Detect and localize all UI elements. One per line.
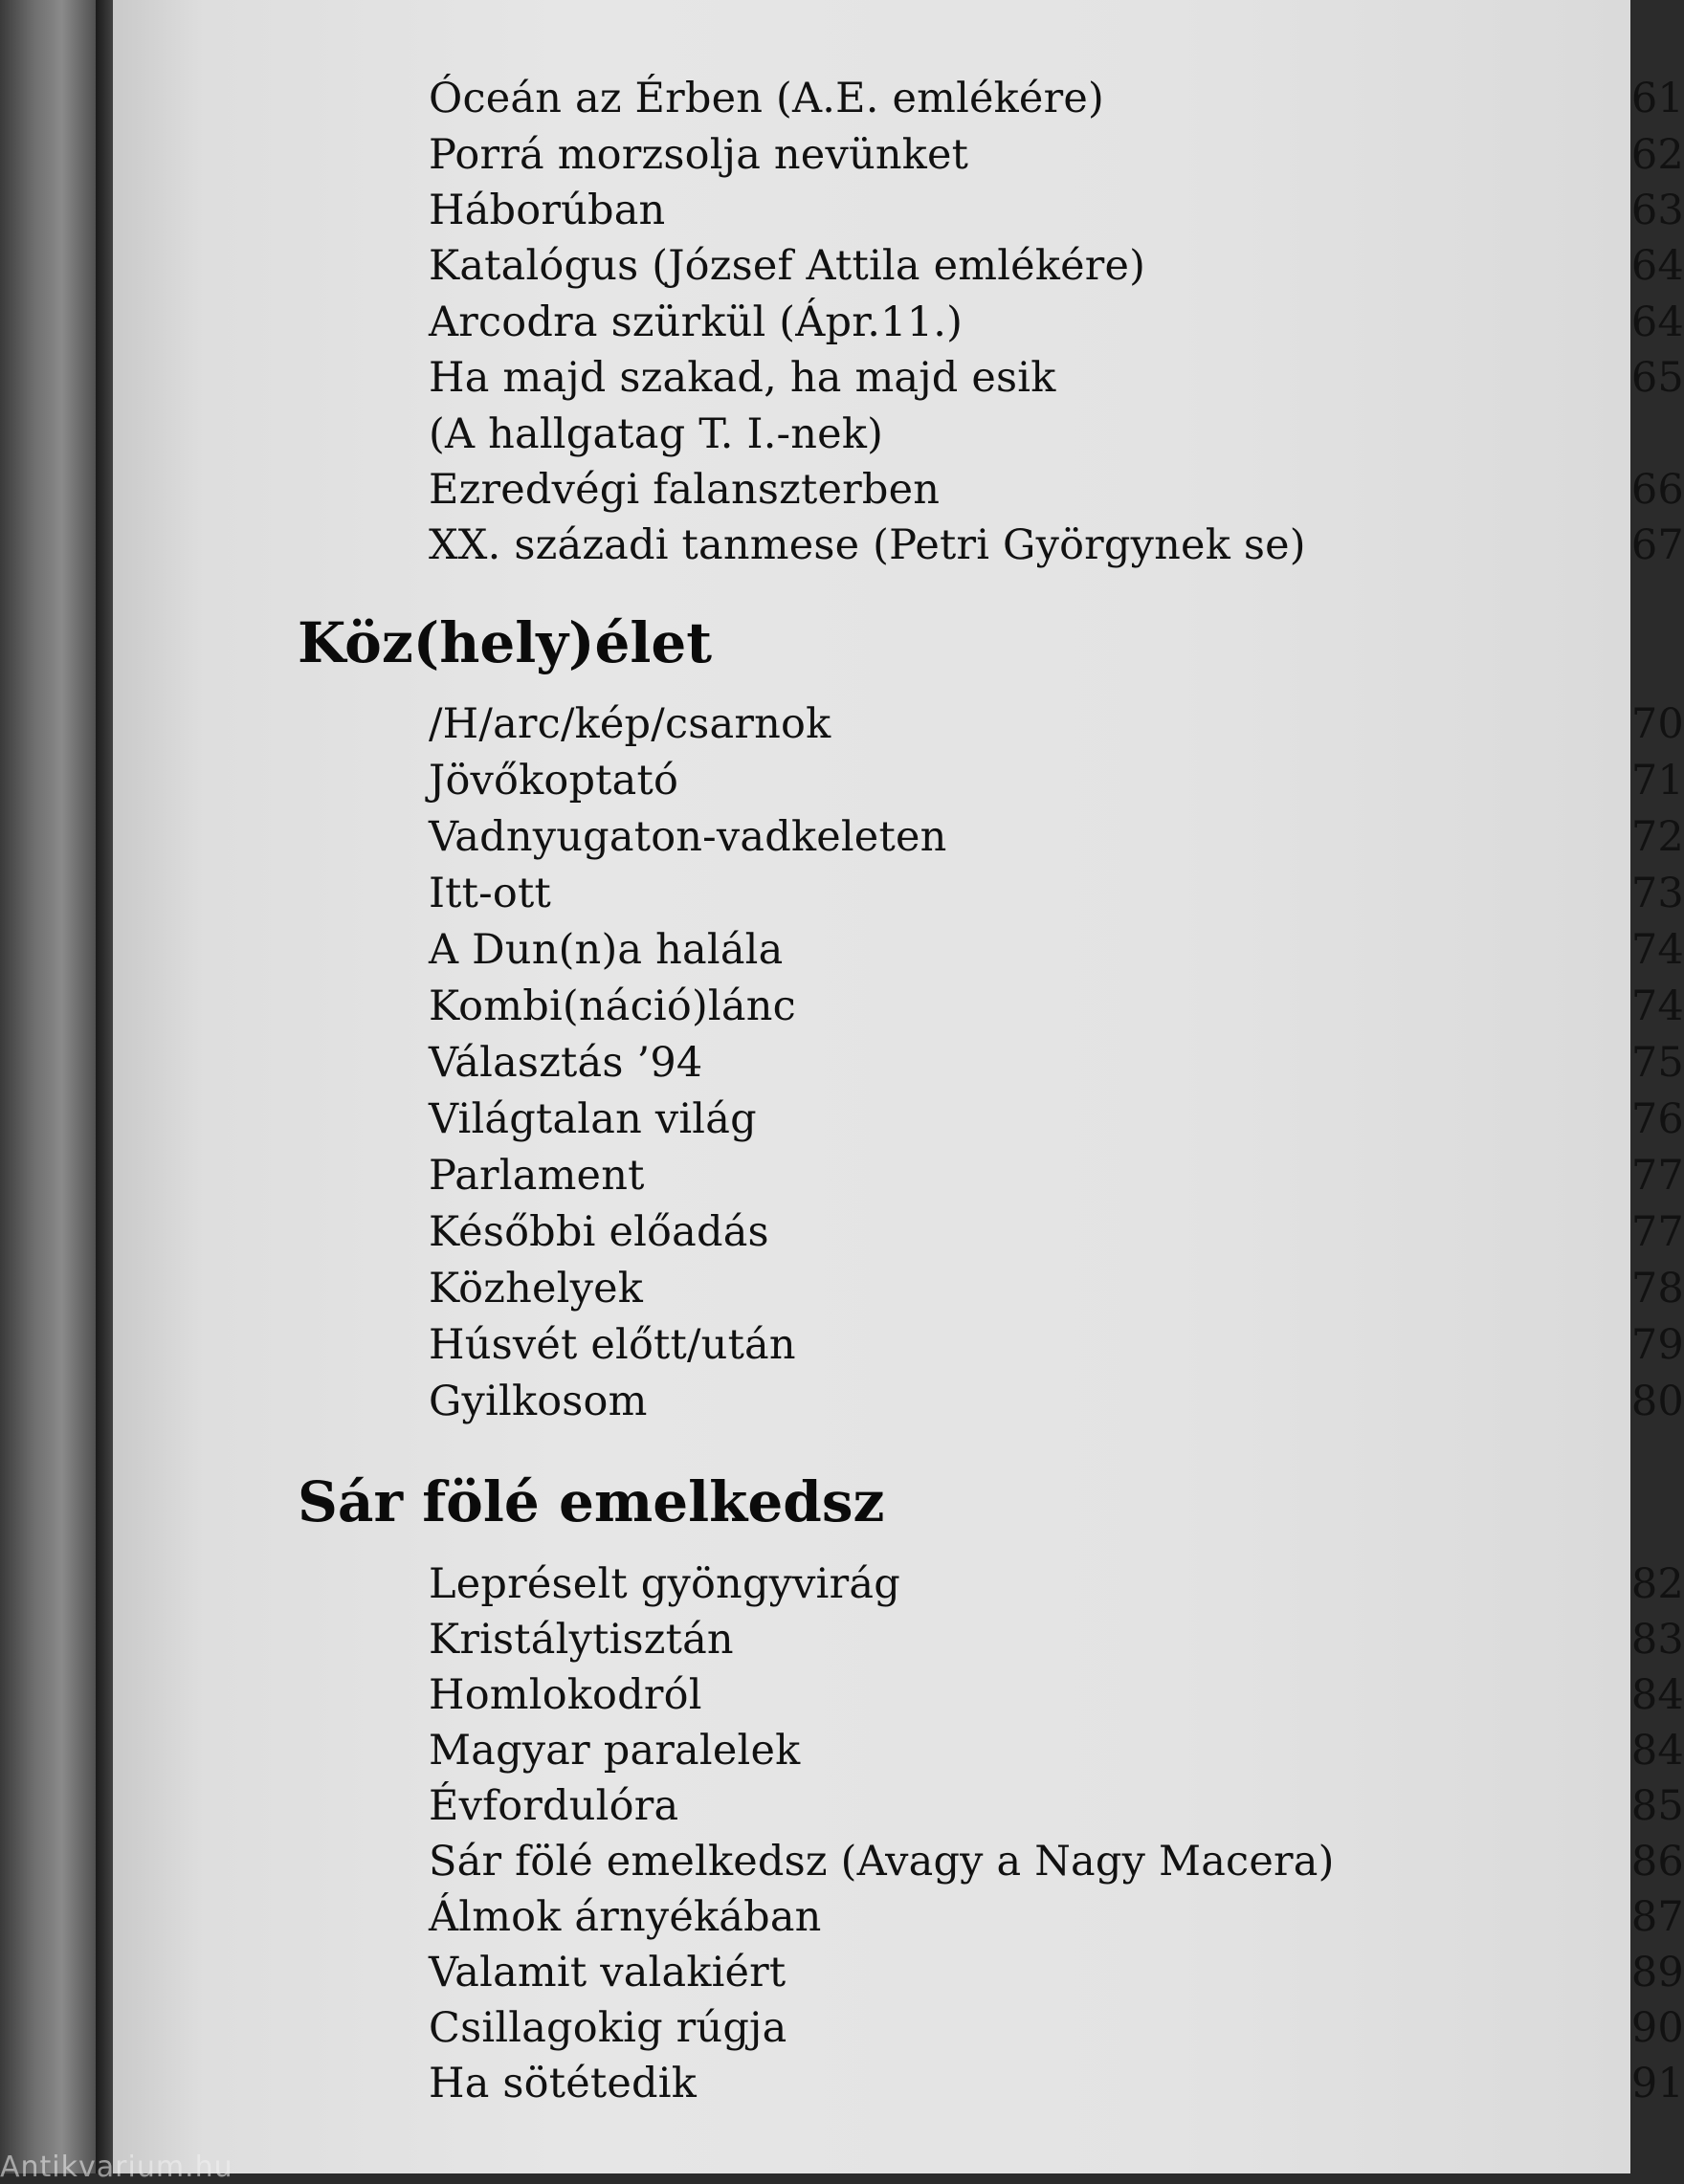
- site-watermark: Antikvarium.hu: [0, 2151, 233, 2184]
- toc-entry-page: 72: [1630, 813, 1684, 861]
- toc-entry-page: 80: [1630, 1378, 1684, 1425]
- toc-entry: [429, 1778, 1684, 1834]
- toc-entry: [429, 462, 1684, 518]
- toc-entry-page: 71: [1630, 757, 1684, 805]
- toc-entry-title: (A hallgatag T. I.-nek): [429, 410, 884, 458]
- toc-entry-title: Óceán az Érben (A.E. emlékére): [429, 75, 1104, 122]
- toc-entry: [429, 1834, 1684, 1889]
- toc-entry-title: Valamit valakiért: [429, 1949, 787, 1996]
- toc-entry-title: Világtalan világ: [429, 1095, 757, 1143]
- toc-entry-page: 75: [1630, 1039, 1684, 1087]
- toc-entry: [429, 1261, 1684, 1316]
- toc-entry-title: Későbbi előadás: [429, 1208, 769, 1256]
- toc-entry-page: 87: [1630, 1893, 1684, 1941]
- toc-entry-title: Porrá morzsolja nevünket: [429, 131, 969, 179]
- toc-entry-title: Ezredvégi falanszterben: [429, 466, 941, 514]
- toc-entry: [429, 1374, 1684, 1429]
- toc-entry-page: 62: [1630, 131, 1684, 179]
- toc-entry-title: Álmok árnyékában: [429, 1893, 822, 1941]
- toc-entry-title: Gyilkosom: [429, 1378, 648, 1425]
- toc-entry-title: /H/arc/kép/csarnok: [429, 700, 831, 748]
- toc-entry-page: 77: [1630, 1152, 1684, 1200]
- toc-entry-page: 73: [1630, 870, 1684, 917]
- toc-entry: [429, 350, 1684, 406]
- toc-entry-title: Sár fölé emelkedsz (Avagy a Nagy Macera): [429, 1838, 1335, 1886]
- toc-entry-title: XX. századi tanmese (Petri Györgynek se): [429, 521, 1306, 569]
- toc-entry-page: 77: [1630, 1208, 1684, 1256]
- toc-entry-page: 78: [1630, 1265, 1684, 1313]
- toc-entry-title: Itt-ott: [429, 870, 551, 917]
- toc-entry: [429, 1667, 1684, 1723]
- toc-entry-page: 90: [1630, 2004, 1684, 2052]
- toc-entry-title: Lepréselt gyöngyvirág: [429, 1560, 900, 1608]
- toc-entry-title: Csillagokig rúgja: [429, 2004, 787, 2052]
- book-page: [113, 0, 1684, 2173]
- toc-entry-title: Közhelyek: [429, 1265, 644, 1313]
- toc-entry-title: Katalógus (József Attila emlékére): [429, 242, 1146, 290]
- toc-entry-title: Homlokodról: [429, 1671, 702, 1719]
- toc-entry: [429, 1317, 1684, 1373]
- toc-entry-title: Parlament: [429, 1152, 645, 1200]
- toc-entry-page: 84: [1630, 1671, 1684, 1719]
- toc-entry-page: 74: [1630, 926, 1684, 974]
- toc-entry: [429, 71, 1684, 126]
- toc-entry: [429, 1092, 1684, 1147]
- toc-entry-title: A Dun(n)a halála: [429, 926, 784, 974]
- toc-entry-page: 65: [1630, 354, 1684, 402]
- toc-entry-page: 74: [1630, 982, 1684, 1030]
- toc-entry-page: 76: [1630, 1095, 1684, 1143]
- toc-entry: [429, 1945, 1684, 2000]
- toc-entry-title: Arcodra szürkül (Ápr.11.): [429, 298, 964, 346]
- toc-entry: [429, 407, 1684, 462]
- toc-entry: [429, 1889, 1684, 1945]
- toc-entry-title: Választás ’94: [429, 1039, 703, 1087]
- toc-entry-title: Húsvét előtt/után: [429, 1321, 796, 1369]
- toc-entry-page: 70: [1630, 700, 1684, 748]
- toc-entry-title: Évfordulóra: [429, 1782, 679, 1830]
- toc-entry: [429, 295, 1684, 350]
- toc-entry-page: 64: [1630, 298, 1684, 346]
- toc-entry-title: Kombi(náció)lánc: [429, 982, 796, 1030]
- toc-entry: [429, 183, 1684, 238]
- toc-entry-page: 82: [1630, 1560, 1684, 1608]
- toc-entry-page: 91: [1630, 2060, 1684, 2107]
- toc-entry-title: Háborúban: [429, 187, 666, 234]
- toc-entry: [429, 1204, 1684, 1260]
- toc-entry: [429, 922, 1684, 978]
- toc-entry: [429, 1723, 1684, 1778]
- toc-entry: [429, 238, 1684, 294]
- toc-entry-page: 79: [1630, 1321, 1684, 1369]
- toc-entry: [429, 1148, 1684, 1203]
- toc-entry-title: Ha majd szakad, ha majd esik: [429, 354, 1056, 402]
- section-heading: Sár fölé emelkedsz: [298, 1469, 885, 1534]
- toc-entry: [429, 753, 1684, 808]
- toc-entry-page: 63: [1630, 187, 1684, 234]
- toc-entry: [429, 1035, 1684, 1091]
- toc-entry: [429, 809, 1684, 865]
- toc-entry-page: 67: [1630, 521, 1684, 569]
- section-heading: Köz(hely)élet: [298, 610, 713, 675]
- toc-entry-title: Ha sötétedik: [429, 2060, 697, 2107]
- toc-entry: [429, 127, 1684, 183]
- toc-entry-title: Magyar paralelek: [429, 1727, 801, 1775]
- toc-entry: [429, 696, 1684, 752]
- toc-entry-page: 83: [1630, 1616, 1684, 1664]
- toc-entry: [429, 2000, 1684, 2056]
- toc-entry-page: 85: [1630, 1782, 1684, 1830]
- toc-entry: [429, 2056, 1684, 2111]
- toc-entry: [429, 1556, 1684, 1612]
- toc-entry-title: Kristálytisztán: [429, 1616, 734, 1664]
- toc-entry-page: 66: [1630, 466, 1684, 514]
- toc-entry: [429, 866, 1684, 921]
- toc-entry-title: Jövőkoptató: [429, 757, 679, 805]
- toc-entry-title: Vadnyugaton-vadkeleten: [429, 813, 947, 861]
- toc-entry: [429, 518, 1684, 573]
- toc-entry-page: 86: [1630, 1838, 1684, 1886]
- toc-entry-page: 89: [1630, 1949, 1684, 1996]
- toc-entry: [429, 1612, 1684, 1667]
- toc-entry-page: 84: [1630, 1727, 1684, 1775]
- toc-entry-page: 64: [1630, 242, 1684, 290]
- toc-entry-page: 61: [1630, 75, 1684, 122]
- toc-entry: [429, 979, 1684, 1034]
